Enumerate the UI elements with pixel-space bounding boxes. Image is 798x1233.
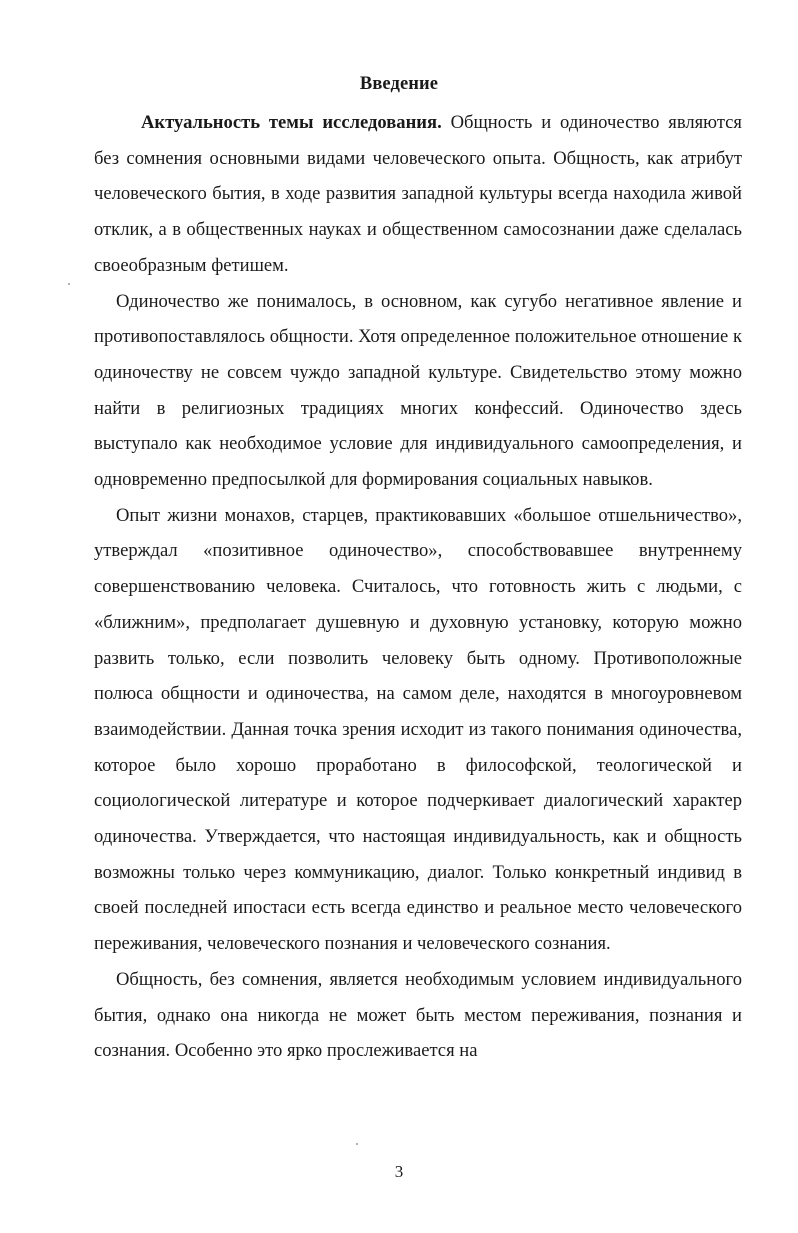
page-title: Введение [359,74,439,94]
page-number: 3 [394,1162,404,1181]
document-body [94,105,742,1069]
scan-speck [68,283,70,285]
paragraph-monastic-experience [94,498,742,962]
scan-speck [356,1143,358,1145]
paragraph-community [94,962,742,1069]
paragraph-text: Общность, без сомнения, является необходимым условием индивидуального бытия, однако она никогда не может быть местом переживания, познания и сознания. Особенно это ярко прослеживается на [94,968,742,1062]
paragraph-loneliness [94,284,742,498]
paragraph-relevance [94,105,742,284]
paragraph-lead: Актуальность темы исследования. [141,112,442,133]
paragraph-text: Одиночество же понималось, в основном, как сугубо негативное явление и противопоставлялось общности. Хотя определенное положительное отношение к одиночеству не совсем чуждо западной культуре. Свидетельство этому можно найти в религиозных традициях многих конфессий. Одиночество здесь выступало как необходимое условие для индивидуального самоопределения, и одновременно предпосылкой для формирования социальных навыков. [94,290,742,491]
paragraph-text: Опыт жизни монахов, старцев, практиковавших «большое отшельничество», утверждал «позитивное одиночество», способствовавшее внутреннему совершенствованию человека. Считалось, что готовность жить с людьми, с «ближним», предполагает душевную и духовную установку, которую можно развить только, если позволить человеку быть одному. Противоположные полюса общности и одиночества, на самом деле, находятся в многоуровневом взаимодействии. Данная точка зрения исходит из такого понимания одиночества, которое было хорошо проработано в философской, теологической и социологической литературе и которое подчеркивает диалогический характер одиночества. Утверждается, что настоящая индивидуальность, как и общность возможны только через коммуникацию, диалог. Только конкретный индивид в своей последней ипостаси есть всегда единство и реальное место человеческого переживания, человеческого познания и человеческого сознания. [94,504,742,955]
paragraph-text: Общность и одиночество являются без сомнения основными видами человеческого опыта. Общность, как атрибут человеческого бытия, в ходе развития западной культуры всегда находила живой отклик, а в общественных науках и общественном самосознании даже сделалась своеобразным фетишем. [94,112,742,276]
